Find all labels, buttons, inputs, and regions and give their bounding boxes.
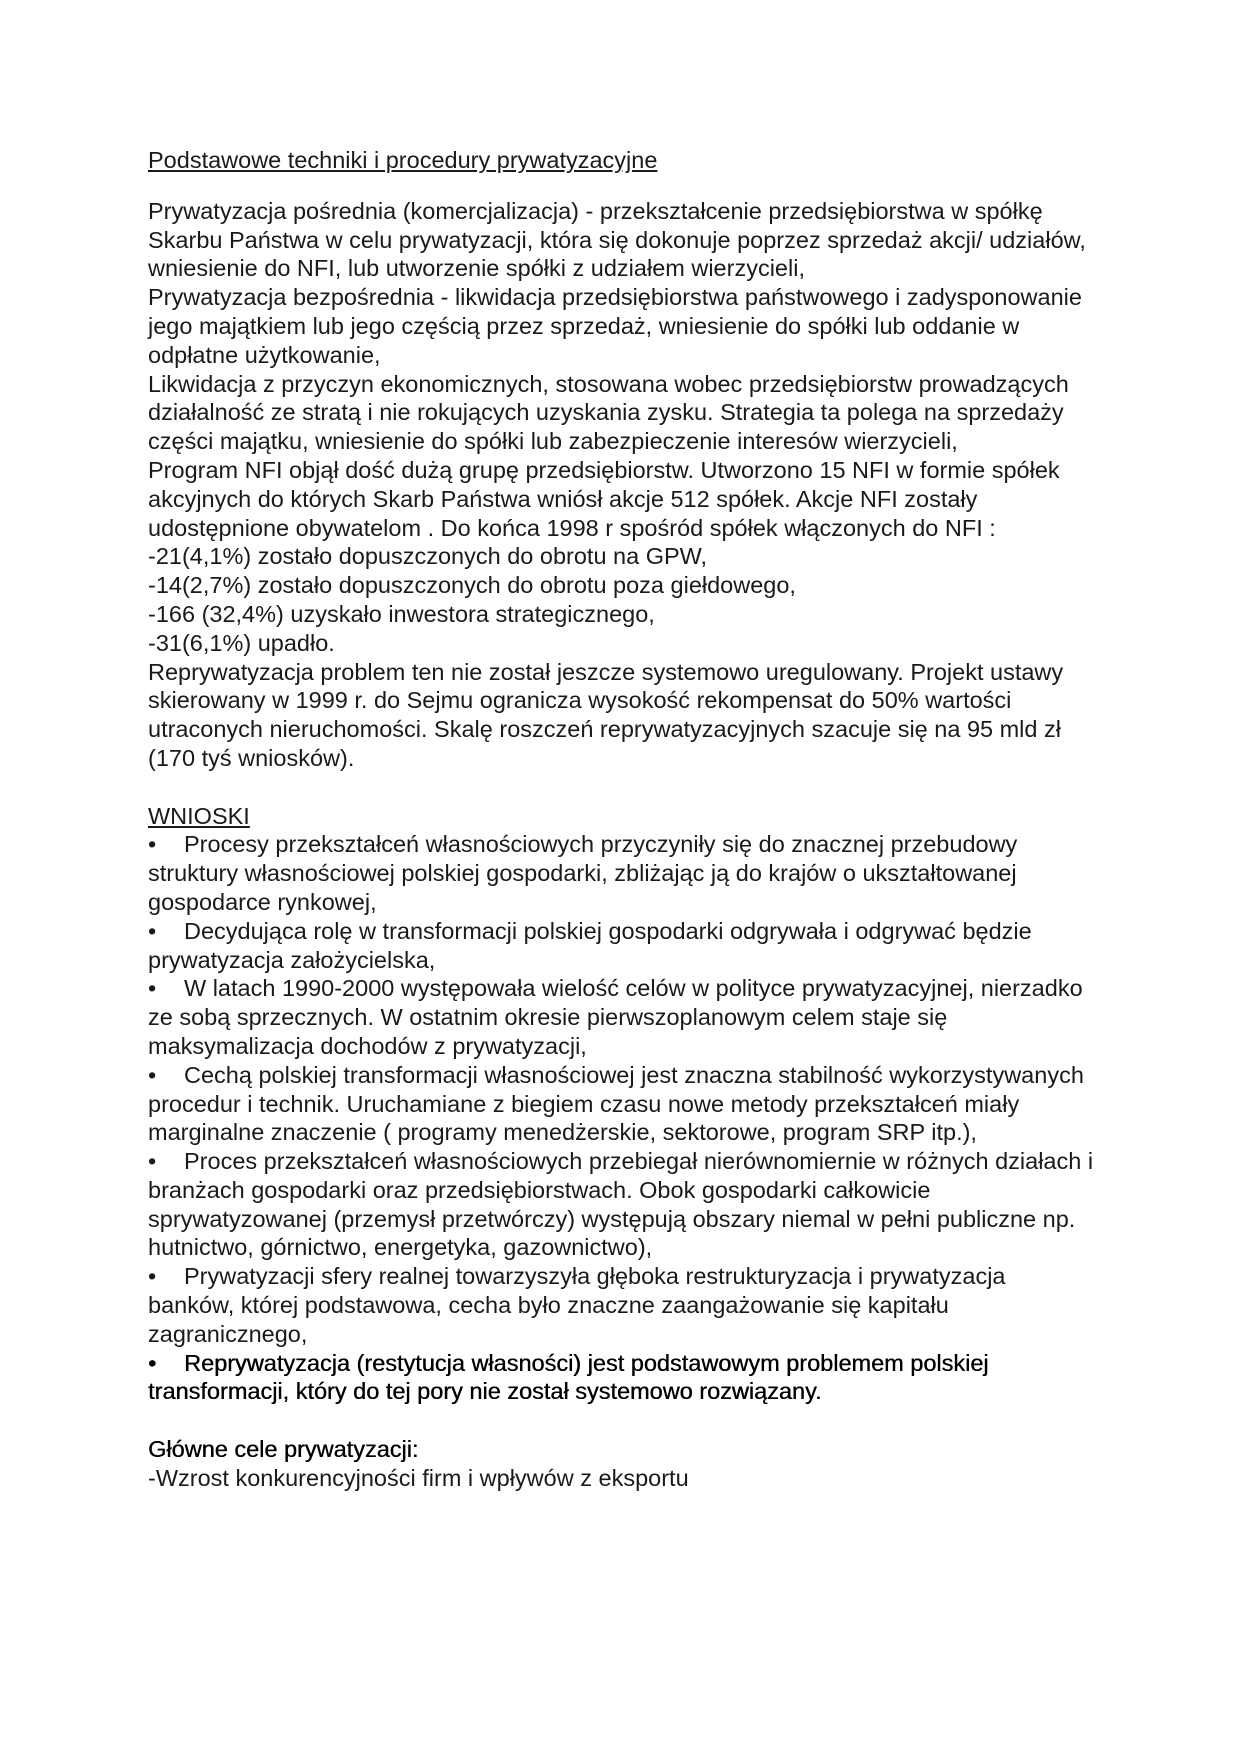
conclusion-text: Cechą polskiej transformacji własnościowej jest znaczna stabilność wykorzystywanych procedur i technik. Uruchamiane z biegiem czasu nowe metody przekształceń miały marginalne znaczenie ( programy menedżerskie, sektorowe, program SRP itp.), [148, 1061, 1084, 1146]
conclusion-text: W latach 1990-2000 występowała wielość celów w polityce prywatyzacyjnej, nierzadko ze sobą sprzecznych. W ostatnim okresie pierwszoplanowym celem staje się maksymalizacja dochodów z prywatyzacji, [148, 975, 1083, 1059]
bullet-mark: • [148, 1148, 157, 1175]
conclusion-text: Decydująca rolę w transformacji polskiej gospodarki odgrywała i odgrywać będzie prywatyzacja założycielska, [148, 917, 1032, 973]
conclusion-item [148, 1147, 1098, 1262]
paragraph-reprivatization: Reprywatyzacja problem ten nie został jeszcze systemowo uregulowany. Projekt ustawy skierowany w 1999 r. do Sejmu ogranicza wysokość rekompensat do 50% wartości utraconych nieruchomości. Skalę roszczeń reprywatyzacyjnych szacuje się na 95 mld zł (170 tyś wniosków). [148, 658, 1064, 771]
conclusion-item [148, 1061, 1098, 1147]
spacer [148, 175, 1098, 197]
bullet-mark: • [148, 1263, 157, 1290]
conclusion-text: Prywatyzacji sfery realnej towarzyszyła głęboka restrukturyzacja i prywatyzacja banków, której podstawowa, cecha było znaczne zaangażowanie się kapitału zagranicznego, [148, 1263, 1006, 1347]
conclusion-text: Proces przekształceń własnościowych przebiegał nierównomiernie w różnych działach i branżach gospodarki oraz przedsiębiorstwach. Obok gospodarki całkowicie sprywatyzowanej (przemysł przetwórczy) występują obszary niemal w pełni publiczne np. hutnictwo, górnictwo, energetyka, gazownictwo), [148, 1148, 1094, 1261]
document-page [148, 146, 1098, 1493]
conclusion-item [148, 974, 1098, 1060]
nfi-item: -31(6,1%) upadło. [148, 629, 335, 656]
paragraph-direct-privatization: Prywatyzacja bezpośrednia - likwidacja przedsiębiorstwa państwowego i zadysponowanie jego majątkiem lub jego częścią przez sprzedaż, wniesienie do spółki lub oddanie w odpłatne użytkowanie, [148, 284, 1082, 368]
conclusion-text: Procesy przekształceń własnościowych przyczyniły się do znacznej przebudowy struktury własnościowej polskiej gospodarki, zbliżając ją do krajów o ukształtowanej gospodarce rynkowej, [148, 831, 1018, 915]
nfi-item: -14(2,7%) zostało dopuszczonych do obrotu poza giełdowego, [148, 572, 796, 599]
goal-item: -Wzrost konkurencyjności firm i wpływów z eksportu [148, 1464, 689, 1491]
paragraph-indirect-privatization: Prywatyzacja pośrednia (komercjalizacja) - przekształcenie przedsiębiorstwa w spółkę Skarbu Państwa w celu prywatyzacji, która się dokonuje poprzez sprzedaż akcji/ udziałów, wniesienie do NFI, lub utworzenie spółki z udziałem wierzycieli, [148, 197, 1086, 282]
conclusion-item [148, 917, 1098, 975]
paragraph-nfi-program: Program NFI objął dość dużą grupę przedsiębiorstw. Utworzono 15 NFI w formie spółek akcyjnych do których Skarb Państwa wniósł akcje 512 spółek. Akcje NFI zostały udostępnione obywatelom . Do końca 1998 r spośród spółek włączonych do NFI : [148, 456, 1060, 541]
nfi-item: -166 (32,4%) uzyskało inwestora strategicznego, [148, 600, 655, 627]
conclusions-heading: WNIOSKI [148, 802, 250, 829]
nfi-item: -21(4,1%) zostało dopuszczonych do obrotu na GPW, [148, 543, 708, 570]
spacer [148, 1406, 1098, 1435]
goals-heading: Główne cele prywatyzacji: [148, 1436, 419, 1463]
bullet-mark: • [148, 917, 157, 944]
conclusion-item [148, 1349, 1098, 1407]
document-title: Podstawowe techniki i procedury prywatyzacyjne [148, 147, 658, 173]
bullet-mark: • [148, 1349, 157, 1376]
paragraph-economic-liquidation: Likwidacja z przyczyn ekonomicznych, stosowana wobec przedsiębiorstw prowadzących działalność ze stratą i nie rokujących uzyskania zysku. Strategia ta polega na sprzedaży części majątku, wniesienie do spółki lub zabezpieczenie interesów wierzycieli, [148, 370, 1069, 455]
spacer [148, 773, 1098, 802]
conclusion-item [148, 830, 1098, 916]
bullet-mark: • [148, 975, 157, 1002]
bullet-mark: • [148, 831, 157, 858]
conclusion-item [148, 1262, 1098, 1348]
conclusion-text: Reprywatyzacja (restytucja własności) jest podstawowym problemem polskiej transformacji, który do tej pory nie został systemowo rozwiązany. [148, 1349, 989, 1405]
bullet-mark: • [148, 1061, 157, 1088]
